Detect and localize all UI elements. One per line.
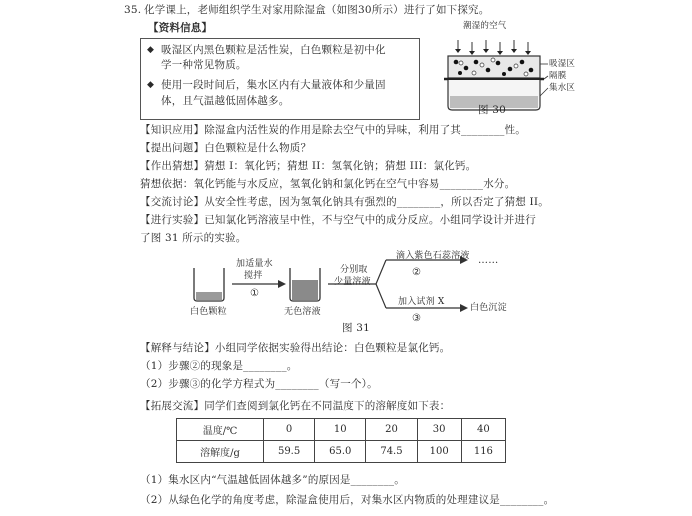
- table-cell: 0: [264, 419, 315, 441]
- table-cell: 100: [417, 441, 461, 463]
- final-q2: （2）从绿色化学的角度考虑，除湿盒使用后，对集水区内物质的处理建议是________。: [140, 494, 555, 506]
- info-bullet1-line1: 吸湿区内黑色颗粒是活性炭，白色颗粒是初中化: [161, 44, 386, 56]
- fig30-label-water: 集水区: [549, 83, 576, 93]
- table-cell: 10: [315, 419, 366, 441]
- conclusion-q2: （2）步骤③的化学方程式为________（写一个）。: [140, 378, 378, 390]
- table-row-label: 溶解度/g: [177, 441, 264, 463]
- question-number: 35.: [124, 4, 142, 16]
- problem-line: 【提出问题】白色颗粒是什么物质？: [140, 142, 312, 154]
- fig31-step1b-label: 搅拌: [244, 271, 263, 281]
- table-cell: 74.5: [366, 441, 417, 463]
- table-header-label: 温度/℃: [177, 419, 264, 441]
- moist-air-arrows-icon: [458, 40, 528, 52]
- guess-line: 【作出猜想】猜想 I：氧化钙；猜想 II：氢氧化钠；猜想 III：氯化钙。: [140, 160, 477, 172]
- table-cell: 65.0: [315, 441, 366, 463]
- bullet-diamond: ◆: [147, 45, 155, 55]
- bullet-diamond: ◆: [147, 80, 155, 90]
- conclusion-q1: （1）步骤②的现象是________。: [140, 360, 298, 372]
- fig31-step3-number: ③: [412, 313, 422, 324]
- fig30-label-absorb: 吸湿区: [549, 59, 576, 69]
- discuss-line: 【交流讨论】从安全性考虑，因为氢氧化钠具有强烈的________，所以否定了猜想 II。: [140, 196, 549, 208]
- table-cell: 30: [417, 419, 461, 441]
- conclusion-line: 【解释与结论】小组同学依据实验得出结论：白色颗粒是氯化钙。: [140, 342, 451, 354]
- table-cell: 116: [461, 441, 505, 463]
- info-box: [140, 38, 420, 120]
- fig31-left-caption: 白色颗粒: [190, 307, 227, 317]
- fig31-caption: 图 31: [342, 322, 370, 334]
- extension-line: 【拓展交流】同学们查阅到氯化钙在不同温度下的溶解度如下表：: [140, 400, 451, 412]
- table-row: [177, 441, 506, 463]
- fig31-step1-number: ①: [250, 288, 260, 299]
- info-heading: 【资料信息】: [148, 22, 213, 34]
- solubility-table: [176, 418, 506, 463]
- info-bullet2-line1: 使用一段时间后，集水区内有大量液体和少量固: [161, 79, 386, 91]
- table-cell: 40: [461, 419, 505, 441]
- table-row: [177, 419, 506, 441]
- question-intro: 化学课上，老师组织学生对家用除湿盒（如图30所示）进行了如下探究。: [144, 4, 490, 16]
- experiment-line-2: 了图 31 所示的实验。: [140, 232, 247, 244]
- fig30-top-label: 潮湿的空气: [463, 21, 507, 31]
- fig31-step2-number: ②: [412, 267, 422, 278]
- fig31-result-label: 白色沉淀: [470, 303, 507, 313]
- fig31-split-label-1: 分别取: [340, 265, 368, 275]
- fig31-add-x-label: 加入试剂 X: [398, 297, 445, 307]
- fig30-label-membrane: 隔膜: [549, 71, 567, 81]
- fig31-mid-caption: 无色溶液: [284, 307, 321, 317]
- fig31-step1-label: 加适量水: [236, 259, 273, 269]
- knowledge-line: 【知识应用】除湿盒内活性炭的作用是除去空气中的异味，利用了其________性。: [140, 124, 526, 136]
- fig30-caption: 图 30: [478, 104, 506, 116]
- table-cell: 20: [366, 419, 417, 441]
- info-bullet1-line2: 学一种常见物质。: [161, 59, 247, 71]
- basis-line: 猜想依据：氧化钙能与水反应，氢氧化钠和氯化钙在空气中容易________水分。: [140, 178, 516, 190]
- final-q1: （1）集水区内“气温越低固体越多”的原因是________。: [140, 474, 405, 486]
- fig31-split-label-2: 少量溶液: [334, 277, 371, 287]
- fig31-drop-label: 滴入紫色石蕊溶液: [396, 251, 470, 261]
- table-cell: 59.5: [264, 441, 315, 463]
- experiment-line-1: 【进行实验】已知氯化钙溶液呈中性，不与空气中的成分反应。小组同学设计并进行: [140, 214, 536, 226]
- fig31-dots: ……: [478, 255, 499, 266]
- info-bullet2-line2: 体，且气温越低固体越多。: [161, 95, 290, 107]
